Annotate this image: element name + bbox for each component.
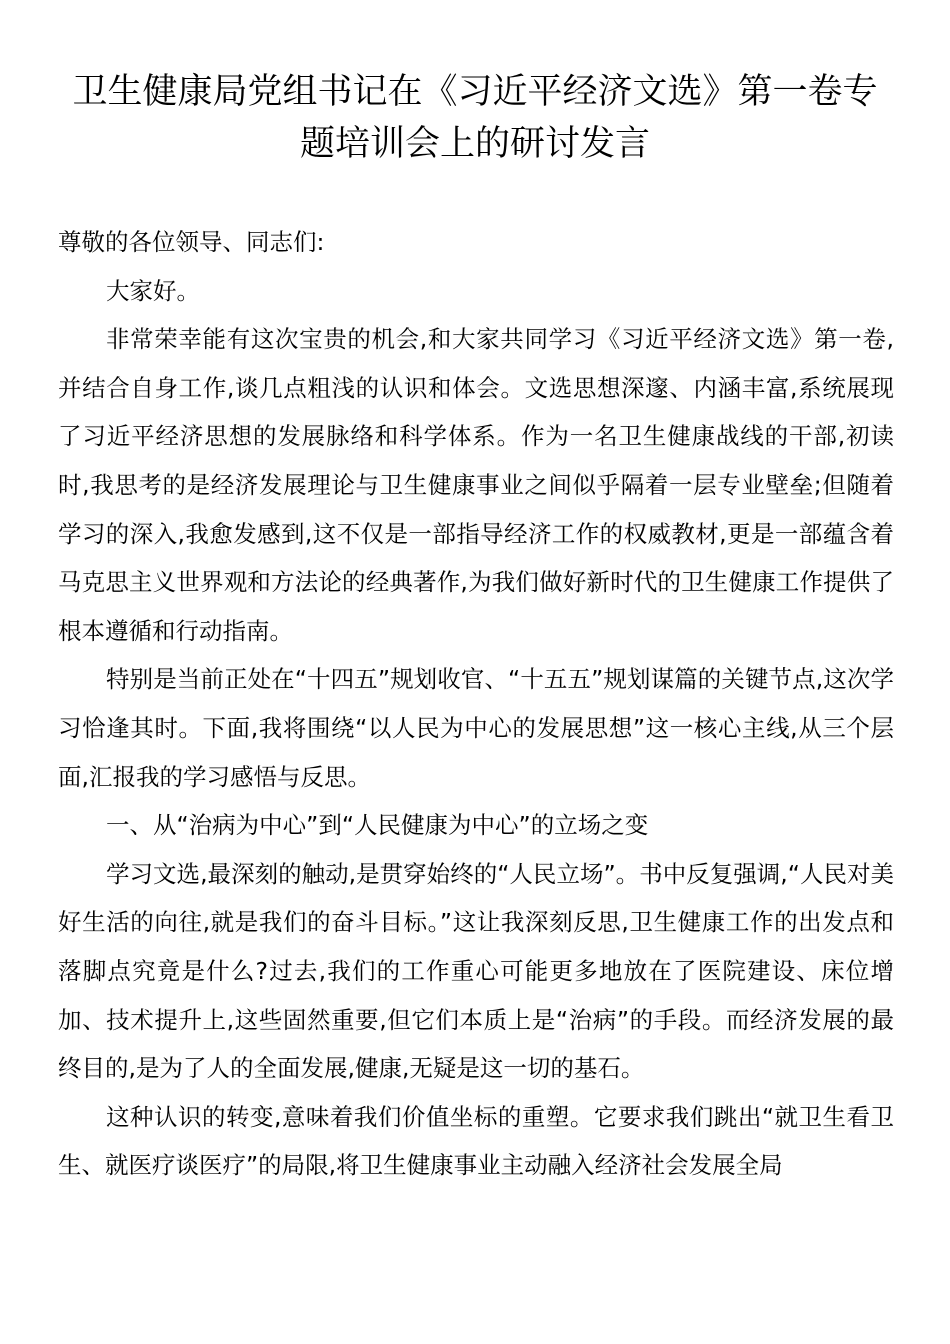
document-title bbox=[58, 66, 892, 170]
salutation: 尊敬的各位领导、同志们: bbox=[58, 228, 325, 256]
title-line-2: 题培训会上的研讨发言 bbox=[299, 124, 650, 164]
title-line-1: 卫生健康局党组书记在《习近平经济文选》第一卷专 bbox=[72, 72, 878, 112]
document-body bbox=[58, 218, 894, 1190]
paragraph-section1-a: 学习文选,最深刻的触动,是贯穿始终的“人民立场”。书中反复强调,“人民对美好生活的向往,就是我们的奋斗目标。”这让我深刻反思,卫生健康工作的出发点和落脚点究竟是什么?过去,我们的工作重心可能更多地放在了医院建设、床位增加、技术提升上,这些固然重要,但它们本质上是“治病”的手段。而经济发展的最终目的,是为了人的全面发展,健康,无疑是这一切的基石。 bbox=[58, 859, 894, 1083]
paragraph-context: 特别是当前正处在“十四五”规划收官、“十五五”规划谋篇的关键节点,这次学习恰逢其时。下面,我将围绕“以人民为中心的发展思想”这一核心主线,从三个层面,汇报我的学习感悟与反思。 bbox=[58, 665, 894, 791]
paragraph-section1-b: 这种认识的转变,意味着我们价值坐标的重塑。它要求我们跳出“就卫生看卫生、就医疗谈医疗”的局限,将卫生健康事业主动融入经济社会发展全局 bbox=[58, 1102, 894, 1180]
paragraph-greeting: 大家好。 bbox=[106, 276, 200, 305]
section-heading-1: 一、从“治病为中心”到“人民健康为中心”的立场之变 bbox=[106, 811, 649, 840]
paragraph-intro: 非常荣幸能有这次宝贵的机会,和大家共同学习《习近平经济文选》第一卷,并结合自身工作,谈几点粗浅的认识和体会。文选思想深邃、内涵丰富,系统展现了习近平经济思想的发展脉络和科学体系。作为一名卫生健康战线的干部,初读时,我思考的是经济发展理论与卫生健康事业之间似乎隔着一层专业壁垒;但随着学习的深入,我愈发感到,这不仅是一部指导经济工作的权威教材,更是一部蕴含着马克思主义世界观和方法论的经典著作,为我们做好新时代的卫生健康工作提供了根本遵循和行动指南。 bbox=[58, 325, 894, 645]
